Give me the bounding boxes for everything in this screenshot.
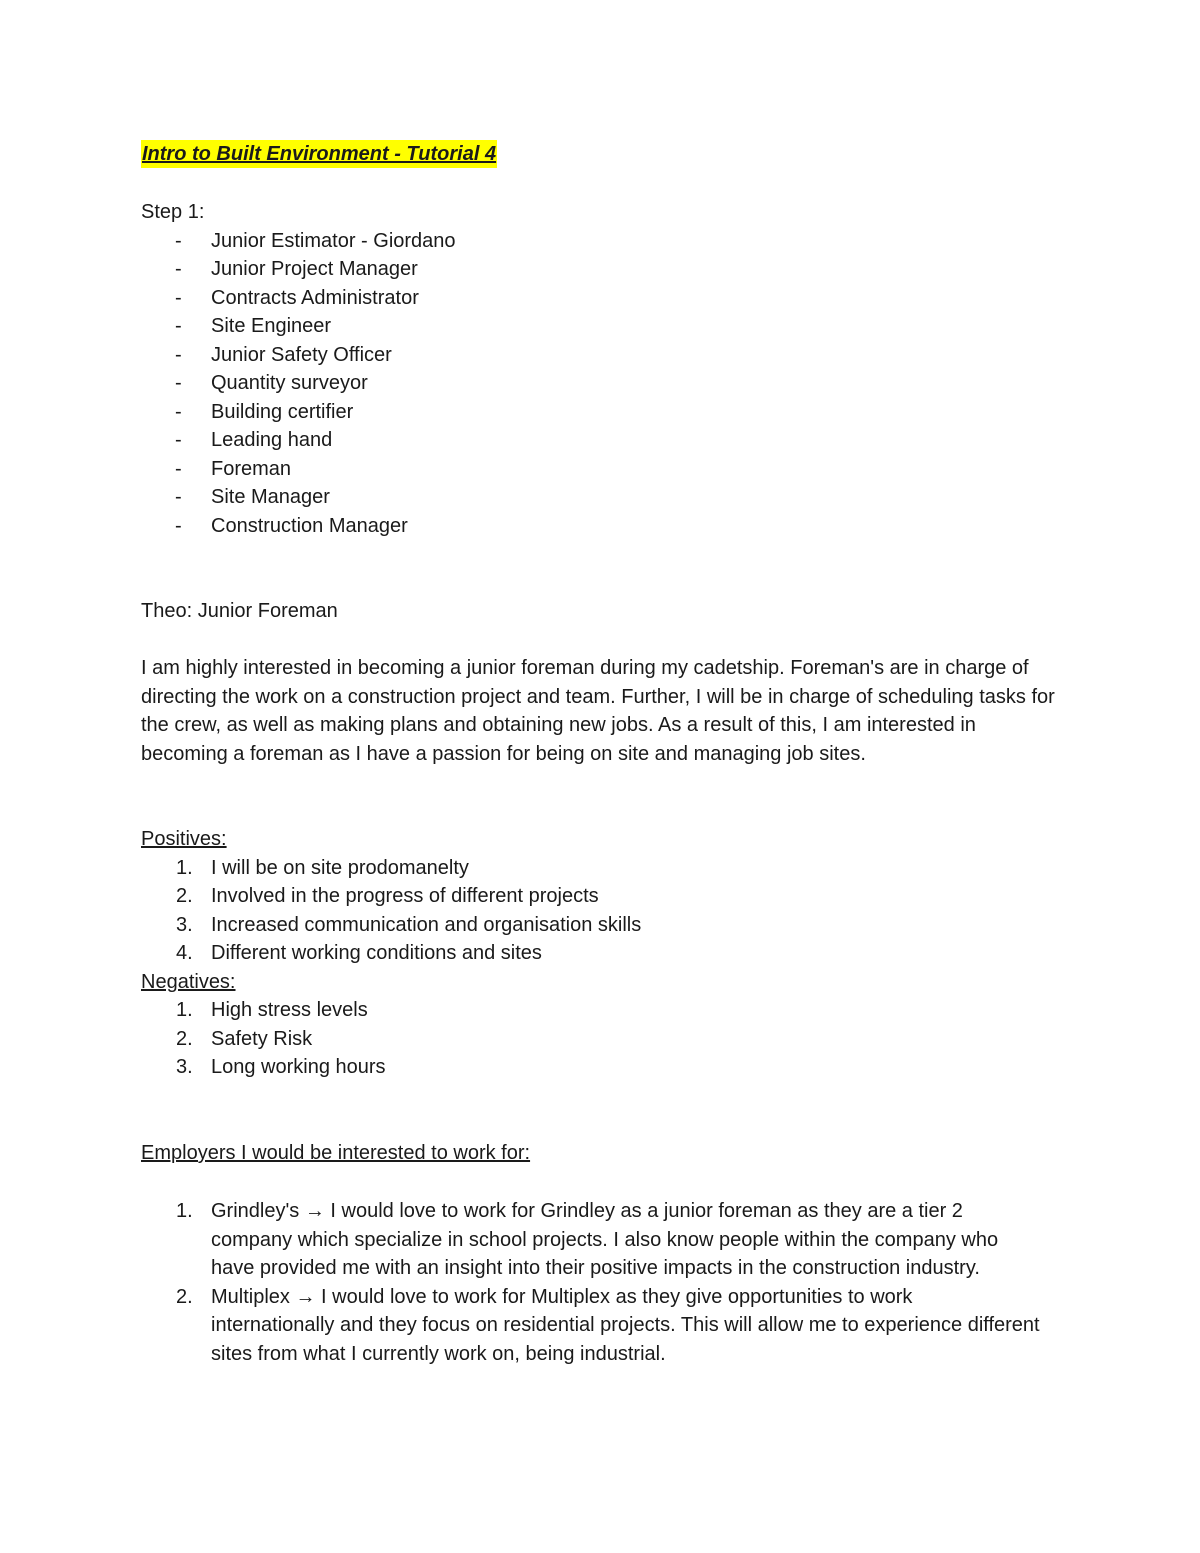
- list-item-text: Junior Project Manager: [211, 258, 418, 280]
- bullet-marker: -: [175, 514, 182, 537]
- list-item: [141, 312, 1061, 341]
- list-number: 2.: [176, 885, 193, 907]
- list-item-text: Foreman: [211, 457, 292, 480]
- list-item-text: High stress levels: [211, 999, 368, 1021]
- list-item-text: Contracts Administrator: [211, 286, 419, 309]
- list-number: 1.: [176, 999, 193, 1021]
- list-item-text: Junior Estimator - Giordano: [211, 229, 456, 252]
- list-number: 4.: [176, 942, 193, 964]
- list-item: [141, 1283, 1041, 1369]
- list-item-text: Different working conditions and sites: [211, 942, 542, 964]
- list-item: [141, 1197, 1041, 1283]
- list-item-text: Grindley's → I would love to work for Grindley as a junior foreman as they are a tier 2 company which specialize in school projects. I also know people within the company who have provided me with an insight into their positive impacts in the construction industry.: [211, 1200, 999, 1279]
- list-item: [141, 882, 1061, 911]
- theo-heading: Theo: Junior Foreman: [141, 600, 338, 622]
- list-item-text: Construction Manager: [211, 514, 408, 537]
- bullet-marker: -: [175, 400, 182, 423]
- list-number: 3.: [176, 1056, 193, 1078]
- list-item-text: I will be on site prodomanelty: [211, 856, 469, 879]
- bullet-marker: -: [175, 315, 182, 337]
- list-item: [141, 483, 1061, 512]
- list-number: 2.: [176, 1027, 193, 1050]
- bullet-marker: -: [175, 486, 182, 508]
- list-number: 1.: [176, 856, 193, 879]
- list-item: [141, 341, 1061, 370]
- list-item: [141, 398, 1061, 427]
- list-item: [141, 369, 1061, 398]
- employers-list: [141, 1197, 1041, 1368]
- list-item-text: Site Manager: [211, 486, 330, 508]
- list-item-text: Increased communication and organisation skills: [211, 913, 642, 936]
- list-item-text: Involved in the progress of different projects: [211, 885, 599, 907]
- bullet-marker: -: [175, 229, 182, 252]
- list-item: [141, 426, 1061, 455]
- list-item: [141, 284, 1061, 313]
- list-item: [141, 227, 1061, 256]
- bullet-marker: -: [175, 457, 182, 480]
- bullet-marker: -: [175, 372, 182, 394]
- list-item: [141, 1053, 1061, 1082]
- bullet-marker: -: [175, 429, 182, 451]
- positives-section: [141, 825, 1061, 1082]
- list-item: [141, 854, 1061, 883]
- list-number: 2.: [176, 1285, 193, 1308]
- list-item: [141, 1025, 1061, 1054]
- theo-paragraph: I am highly interested in becoming a junior foreman during my cadetship. Foreman's are in charge of directing the work on a construction project and team. Further, I will be in charge of scheduling tasks for the crew, as well as making plans and obtaining new jobs. As a result of this, I am interested in becoming a foreman as I have a passion for being on site and managing job sites.: [141, 657, 1055, 765]
- list-item-text: Junior Safety Officer: [211, 343, 392, 366]
- list-item: [141, 255, 1061, 284]
- step1-section: [141, 198, 1061, 540]
- negatives-heading: Negatives:: [141, 970, 236, 993]
- bullet-marker: -: [175, 258, 182, 280]
- bullet-marker: -: [175, 286, 182, 309]
- step1-heading: Step 1:: [141, 201, 205, 223]
- document-title: Intro to Built Environment - Tutorial 4: [141, 140, 497, 168]
- employers-heading: Employers I would be interested to work for:: [141, 1142, 531, 1164]
- list-item-text: Multiplex → I would love to work for Multiplex as they give opportunities to work internationally and they focus on residential projects. This will allow me to experience different sites from what I currently work on, being industrial.: [211, 1285, 1040, 1365]
- list-item-text: Long working hours: [211, 1056, 386, 1078]
- list-item-text: Quantity surveyor: [211, 372, 368, 394]
- list-item: [141, 996, 1061, 1025]
- list-item: [141, 939, 1061, 968]
- list-item-text: Building certifier: [211, 400, 354, 423]
- list-number: 1.: [176, 1200, 193, 1222]
- list-item: [141, 512, 1061, 541]
- list-item-text: Leading hand: [211, 429, 333, 451]
- bullet-marker: -: [175, 343, 182, 366]
- positives-heading: Positives:: [141, 828, 227, 850]
- list-item-text: Site Engineer: [211, 315, 332, 337]
- list-item-text: Safety Risk: [211, 1027, 313, 1050]
- list-item: [141, 455, 1061, 484]
- list-item: [141, 911, 1061, 940]
- list-number: 3.: [176, 913, 193, 936]
